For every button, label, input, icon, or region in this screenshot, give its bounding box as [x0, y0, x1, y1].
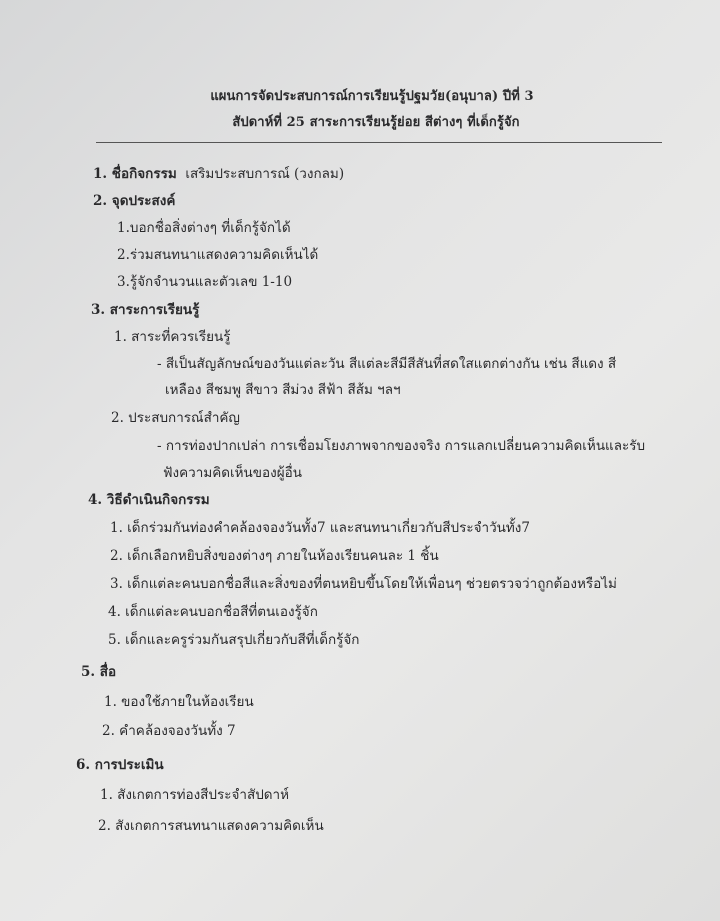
- content-paragraph: ฟังความคิดเห็นของผู้อื่น: [163, 465, 302, 481]
- content-paragraph: เหลือง สีชมพู สีขาว สีม่วง สีฟ้า สีส้ม ฯลฯ: [165, 382, 401, 398]
- header-divider: [96, 142, 662, 143]
- procedure-step: 5. เด็กและครูร่วมกันสรุปเกี่ยวกับสีที่เด็กรู้จัก: [108, 632, 360, 648]
- procedure-step: 3. เด็กแต่ละคนบอกชื่อสีและสิ่งของที่ตนหยิบขึ้นโดยให้เพื่อนๆ ช่วยตรวจว่าถูกต้องหรือไม่: [110, 576, 617, 592]
- media-heading: 5. สื่อ: [81, 664, 117, 680]
- media-item: 1. ของใช้ภายในห้องเรียน: [104, 694, 254, 710]
- activity-heading: 1. ชื่อกิจกรรม: [93, 166, 177, 182]
- objectives-heading: 2. จุดประสงค์: [93, 193, 176, 209]
- procedure-step: 1. เด็กร่วมกันท่องคำคล้องจองวันทั้ง7 และสนทนาเกี่ยวกับสีประจำวันทั้ง7: [110, 520, 530, 536]
- media-item: 2. คำคล้องจองวันทั้ง 7: [102, 723, 236, 739]
- content-sub-heading: 2. ประสบการณ์สำคัญ: [111, 410, 240, 426]
- activity-row: [93, 165, 344, 183]
- procedure-step: 4. เด็กแต่ละคนบอกชื่อสีที่ตนเองรู้จัก: [108, 604, 318, 620]
- objective-item: 2.ร่วมสนทนาแสดงความคิดเห็นได้: [117, 247, 319, 263]
- evaluation-item: 1. สังเกตการท่องสีประจำสัปดาห์: [100, 787, 290, 803]
- objective-item: 3.รู้จักจำนวนและตัวเลข 1-10: [117, 274, 293, 290]
- evaluation-item: 2. สังเกตการสนทนาแสดงความคิดเห็น: [98, 818, 324, 834]
- content-heading: 3. สาระการเรียนรู้: [91, 302, 200, 318]
- procedure-heading: 4. วิธีดำเนินกิจกรรม: [88, 492, 210, 508]
- objective-item: 1.บอกชื่อสิ่งต่างๆ ที่เด็กรู้จักได้: [117, 220, 291, 236]
- evaluation-heading: 6. การประเมิน: [76, 757, 164, 773]
- procedure-step: 2. เด็กเลือกหยิบสิ่งของต่างๆ ภายในห้องเรียนคนละ 1 ชิ้น: [110, 548, 439, 564]
- page-subtitle: สัปดาห์ที่ 25 สาระการเรียนรู้ย่อย สีต่างๆ ที่เด็กรู้จัก: [232, 115, 520, 130]
- activity-value: เสริมประสบการณ์ (วงกลม): [185, 166, 345, 182]
- content-paragraph: - การท่องปากเปล่า การเชื่อมโยงภาพจากของจริง การแลกเปลี่ยนความคิดเห็นและรับ: [157, 438, 646, 454]
- content-paragraph: - สีเป็นสัญลักษณ์ของวันแต่ละวัน สีแต่ละสีมีสีสันที่สดใสแตกต่างกัน เช่น สีแดง สี: [157, 356, 617, 372]
- content-sub-heading: 1. สาระที่ควรเรียนรู้: [114, 329, 231, 345]
- page-title: แผนการจัดประสบการณ์การเรียนรู้ปฐมวัย(อนุบาล) ปีที่ 3: [210, 89, 534, 104]
